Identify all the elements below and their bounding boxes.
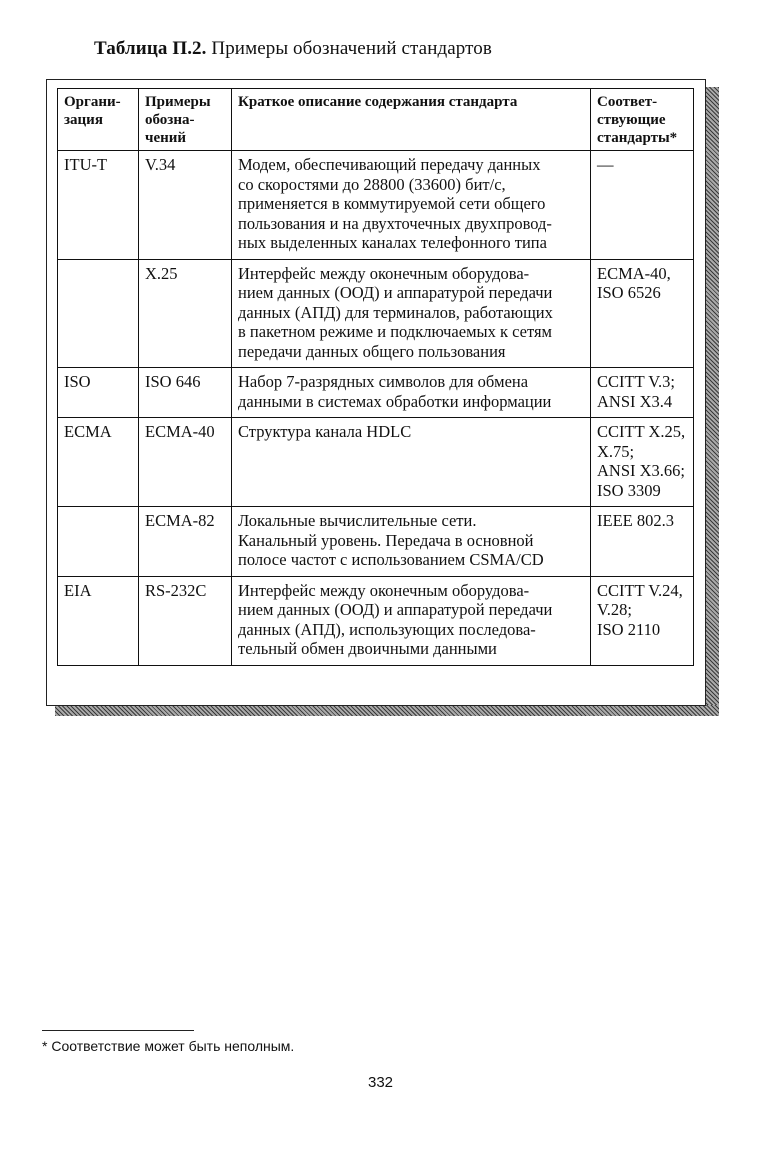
table-row [58,368,694,418]
table-caption [94,38,492,60]
cell-description: Интерфейс между оконечным оборудова- нием данных (ООД) и аппаратурой передачи данных (АПД) для терминалов, работающих в пакетном режиме и подключаемых к сетям передачи данных общего пользования [232,259,591,368]
frame-shadow-bottom [55,705,719,716]
table-number: Таблица П.2. [94,38,207,59]
cell-description: Интерфейс между оконечным оборудова- нием данных (ООД) и аппаратурой передачи данных (АПД), использующих последова- тельный обмен двоичными данными [232,576,591,665]
cell-org [58,259,139,368]
cell-org [58,507,139,577]
header-organization: Органи- зация [58,89,139,151]
cell-example: X.25 [139,259,232,368]
cell-related: IEEE 802.3 [591,507,694,577]
standards-table [57,88,694,666]
cell-example: ECMA-40 [139,418,232,507]
table-title: Примеры обозначений стандартов [211,38,492,59]
cell-example: V.34 [139,151,232,260]
cell-related: CCITT X.25, X.75; ANSI X3.66; ISO 3309 [591,418,694,507]
cell-example: RS-232C [139,576,232,665]
cell-org: EIA [58,576,139,665]
header-examples: Примеры обозна- чений [139,89,232,151]
header-row [58,89,694,151]
frame-shadow-right [706,87,719,712]
cell-related: — [591,151,694,260]
table-row [58,151,694,260]
cell-related: CCITT V.24, V.28; ISO 2110 [591,576,694,665]
footnote-rule [42,1030,194,1031]
page-number: 332 [367,1074,394,1091]
cell-description: Структура канала HDLC [232,418,591,507]
table-row [58,507,694,577]
cell-org: ISO [58,368,139,418]
cell-description: Набор 7-разрядных символов для обмена данными в системах обработки информации [232,368,591,418]
table-row [58,576,694,665]
cell-related: ECMA-40, ISO 6526 [591,259,694,368]
cell-example: ECMA-82 [139,507,232,577]
cell-example: ISO 646 [139,368,232,418]
cell-description: Модем, обеспечивающий передачу данных со скоростями до 28800 (33600) бит/с, применяется в коммутируемой сети общего пользования и на двухточечных двухпровод- ных выделенных каналах телефонного типа [232,151,591,260]
cell-org: ITU-T [58,151,139,260]
header-related: Соответ- ствующие стандарты* [591,89,694,151]
footnote: * Соответствие может быть неполным. [42,1038,295,1054]
table-row [58,259,694,368]
table-row [58,418,694,507]
cell-description: Локальные вычислительные сети. Канальный уровень. Передача в основной полосе частот с использованием CSMA/CD [232,507,591,577]
cell-org: ECMA [58,418,139,507]
header-description: Краткое описание содержания стандарта [232,89,591,151]
cell-related: CCITT V.3; ANSI X3.4 [591,368,694,418]
